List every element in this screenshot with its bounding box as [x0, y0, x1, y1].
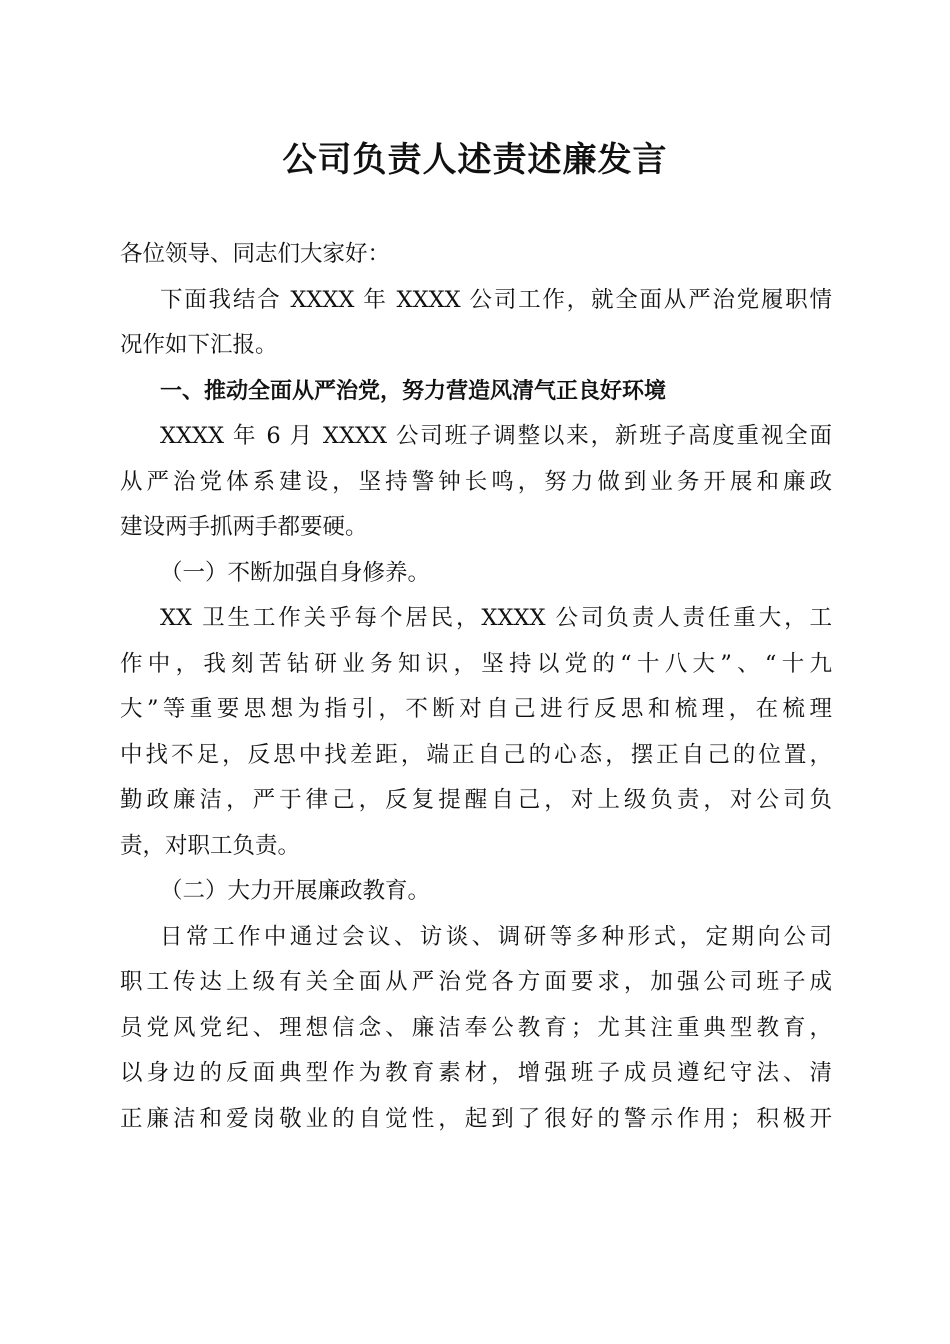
paragraph-line: 建设两手抓两手都要硬。 [120, 514, 368, 540]
paragraph-line: 中找不足，反思中找差距，端正自己的心态，摆正自己的位置， [120, 741, 832, 768]
paragraph-line: 况作如下汇报。 [120, 332, 278, 358]
paragraph-line: 勤政廉洁，严于律己，反复提醒自己，对上级负责，对公司负 [120, 787, 832, 813]
page-title: 公司负责人述责述廉发言 [282, 140, 668, 180]
section-heading: 一、推动全面从严治党，努力营造风清气正良好环境 [160, 378, 667, 404]
subsection-heading: （二）大力开展廉政教育。 [160, 878, 431, 904]
paragraph-line: 职工传达上级有关全面从严治党各方面要求，加强公司班子成 [120, 969, 832, 995]
paragraph-line: 从严治党体系建设，坚持警钟长鸣，努力做到业务开展和廉政 [120, 468, 832, 495]
subsection-heading: （一）不断加强自身修养。 [160, 559, 431, 586]
paragraph-line: 正廉洁和爱岗敬业的自觉性，起到了很好的警示作用；积极开 [120, 1105, 832, 1132]
paragraph-line: 作中，我刻苦钻研业务知识，坚持以党的“十八大”、“十九 [120, 650, 832, 677]
paragraph-line: XXXX 年 6 月 XXXX 公司班子调整以来，新班子高度重视全面 [160, 423, 832, 449]
document-body [120, 232, 832, 1142]
paragraph-line: 员党风党纪、理想信念、廉洁奉公教育；尤其注重典型教育， [120, 1014, 832, 1041]
paragraph-line: XX 卫生工作关乎每个居民，XXXX 公司负责人责任重大，工 [160, 605, 832, 631]
paragraph-line: 大”等重要思想为指引，不断对自己进行反思和梳理，在梳理 [120, 696, 832, 722]
paragraph-line: 日常工作中通过会议、访谈、调研等多种形式，定期向公司 [160, 923, 832, 950]
salutation: 各位领导、同志们大家好： [120, 241, 391, 267]
paragraph-line: 下面我结合 XXXX 年 XXXX 公司工作，就全面从严治党履职情 [160, 286, 832, 313]
paragraph-line: 以身边的反面典型作为教育素材，增强班子成员遵纪守法、清 [120, 1060, 832, 1086]
paragraph-line: 责，对职工负责。 [120, 832, 301, 859]
